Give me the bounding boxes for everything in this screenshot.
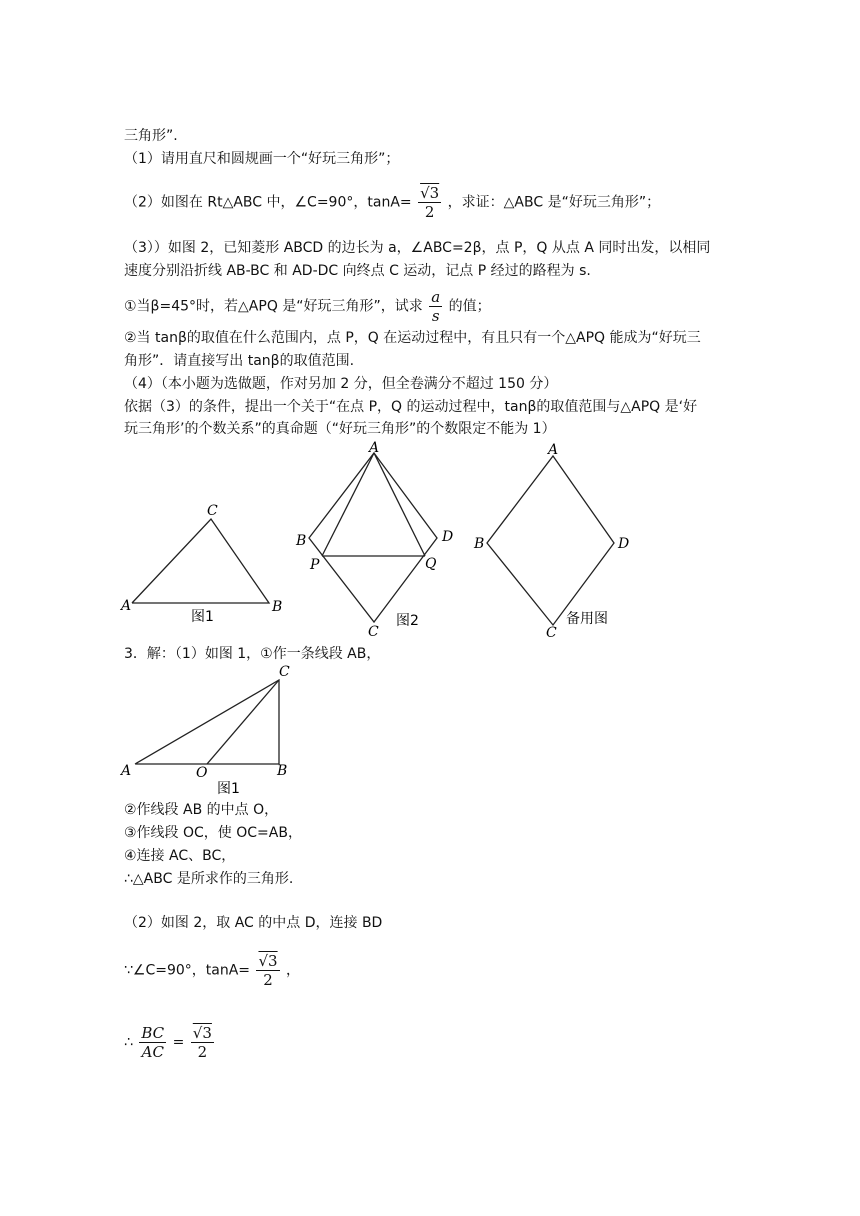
- text-line: （3））如图 2，已知菱形 ABCD 的边长为 a，∠ABC=2β，点 P，Q 从点 A 同时出发，以相同: [124, 240, 711, 256]
- text-line: [124, 1024, 216, 1061]
- fig1-label-c: C: [207, 503, 218, 519]
- text-line: 玩三角形’的个数关系”的真命题（“好玩三角形”的个数限定不能为 1）: [124, 421, 556, 437]
- text-line: 3．解：（1）如图 1，①作一条线段 AB，: [124, 646, 381, 662]
- fig2-segment-ap: [322, 453, 374, 556]
- text-line: 角形”．请直接写出 tanβ的取值范围.: [124, 353, 355, 369]
- fraction-numerator: BC: [141, 1024, 165, 1042]
- text-line: 速度分别沿折线 AB-BC 和 AD-DC 向终点 C 运动，记点 P 经过的路程为 s.: [124, 263, 591, 279]
- fraction: [256, 952, 279, 989]
- equals-sign: =: [172, 1034, 185, 1051]
- fig4-segment-oc: [207, 680, 279, 764]
- fraction-numerator: a: [431, 288, 441, 306]
- fraction-denominator: s: [431, 307, 440, 325]
- fig3-label-c: C: [546, 625, 557, 641]
- fig3-label-a: A: [548, 442, 559, 458]
- text-line: ③作线段 OC，使 OC=AB，: [124, 825, 302, 841]
- text-line: ②作线段 AB 的中点 O，: [124, 802, 279, 818]
- text-line: ∴△ABC 是所求作的三角形.: [124, 871, 294, 887]
- fraction-denominator: 2: [197, 1043, 208, 1061]
- fig4-label-c: C: [279, 664, 290, 680]
- text-segment: （2）如图在 Rt△ABC 中，∠C=90°，tanA=: [124, 194, 412, 211]
- fraction-numerator: √3: [420, 184, 440, 202]
- fig1-triangle: [132, 519, 269, 603]
- fig1-caption: 图1: [191, 609, 214, 625]
- fig2-caption: 图2: [396, 613, 419, 629]
- text-segment: ①当β=45°时，若△APQ 是“好玩三角形”，试求: [124, 298, 423, 315]
- text-line: 依据（3）的条件，提出一个关于“在点 P，Q 的运动过程中，tanβ的取值范围与△APQ 是‘好: [124, 399, 698, 415]
- fraction: [191, 1024, 214, 1061]
- text-segment: ∵∠C=90°，tanA=: [124, 962, 251, 979]
- fraction-denominator: 2: [263, 971, 273, 989]
- text-line: （1）请用直尺和圆规画一个“好玩三角形”；: [124, 151, 400, 167]
- text-line: 三角形”.: [124, 128, 178, 144]
- text-segment: ，求证：△ABC 是“好玩三角形”；: [447, 194, 661, 211]
- fig3-label-d: D: [618, 536, 630, 552]
- fig2-label-q: Q: [425, 556, 437, 572]
- fig1-label-a: A: [121, 598, 132, 614]
- fig3-caption: 备用图: [566, 611, 608, 627]
- fig4-triangle: [135, 680, 279, 764]
- text-segment: 的值；: [448, 298, 491, 315]
- text-line: ④连接 AC、BC，: [124, 848, 236, 864]
- fig1-label-b: B: [272, 599, 283, 615]
- fig2-segment-aq: [374, 453, 425, 556]
- fig4-label-o: O: [196, 765, 208, 781]
- fig2-label-a: A: [369, 440, 380, 456]
- fig3-rhombus: [487, 456, 614, 625]
- text-line: ②当 tanβ的取值在什么范围内，点 P，Q 在运动过程中，有且只有一个△APQ 能成为“好玩三: [124, 330, 701, 346]
- text-line: （4）（本小题为选做题，作对另加 2 分，但全卷满分不超过 150 分）: [124, 376, 558, 392]
- fraction-denominator: 2: [424, 203, 435, 221]
- text-line: [124, 952, 300, 989]
- fraction-numerator: √3: [258, 952, 278, 970]
- text-segment: ∴: [124, 1034, 133, 1051]
- text-line: （2）如图 2，取 AC 的中点 D，连接 BD: [124, 915, 383, 931]
- fig2-label-p: P: [310, 557, 320, 573]
- fig2-label-d: D: [442, 529, 454, 545]
- fig3-label-b: B: [474, 536, 485, 552]
- fig4-label-b: B: [277, 763, 288, 779]
- fig2-label-b: B: [296, 533, 307, 549]
- fig4-caption: 图1: [217, 781, 240, 797]
- fig2-rhombus: [309, 453, 437, 622]
- fig2-label-c: C: [368, 624, 379, 640]
- fig4-label-a: A: [121, 763, 132, 779]
- fraction-denominator: AC: [141, 1043, 164, 1061]
- fraction-numerator: √3: [192, 1024, 212, 1042]
- text-segment: ，: [286, 962, 301, 979]
- fraction: [139, 1024, 166, 1061]
